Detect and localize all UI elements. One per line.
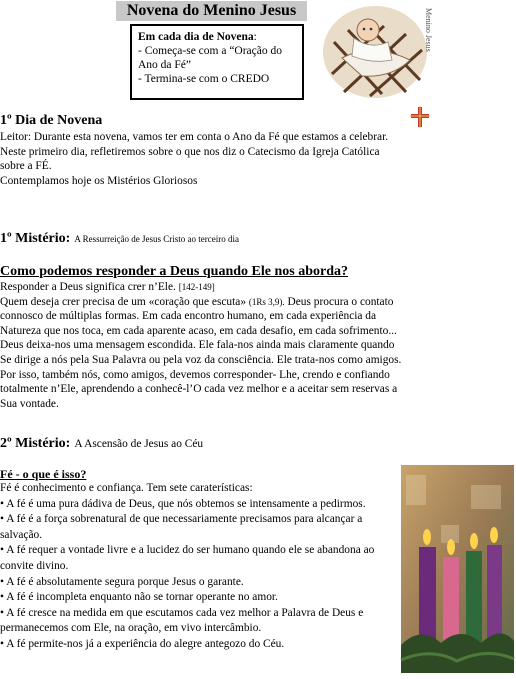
text-line: Leitor: Durante esta novena, vamos ter em conta o Ano da Fé que estamos a celebrar. <box>0 131 389 143</box>
text-line: sobre a FÉ. <box>0 160 52 173</box>
instructions-heading: Em cada dia de Novena: <box>138 31 257 43</box>
text-line: Natureza que nos toca, em cada aparente acaso, em cada desafio, em cada sofrimento... <box>0 324 397 337</box>
day-heading: 1º Dia de Novena <box>0 113 103 128</box>
list-item: • A fé permite-nos já a experiência do alegre antegozo do Céu. <box>0 637 285 650</box>
list-item: • A fé requer a vontade livre e a lucidez do ser humano quando ele se abandona ao <box>0 544 375 557</box>
mystery-label: 1º Mistério: <box>0 231 71 246</box>
page-title: Novena do Menino Jesus <box>116 1 307 21</box>
text-line: salvação. <box>0 528 43 541</box>
section-heading: Fé - o que é isso? <box>0 467 87 481</box>
mystery-1 <box>0 229 239 247</box>
instructions-line: - Termina-se com o CREDO <box>138 73 270 85</box>
text-line: convite divino. <box>0 559 69 572</box>
instructions-line: Ano da Fé” <box>138 59 192 71</box>
text-line: totalmente n’Ele, aprendendo a conhecê-l’O cada vez melhor e a aceitar sem reservas a <box>0 383 398 396</box>
section-body <box>0 280 401 411</box>
list-item: • A fé é uma pura dádiva de Deus, que nós obtemos se intensamente a pedirmos. <box>0 497 366 510</box>
text-line: Fé é conhecimento e confiança. Tem sete caraterísticas: <box>0 482 253 494</box>
list-item: • A fé é absolutamente segura porque Jesus o garante. <box>0 575 244 588</box>
text-line: Sua vontade. <box>0 397 59 410</box>
text-line: Contemplamos hoje os Mistérios Gloriosos <box>0 174 198 187</box>
text-line: Responder a Deus significa crer n’Ele. [142-149] <box>0 281 215 293</box>
instructions-box <box>130 24 304 100</box>
baby-jesus-crib-image <box>322 2 432 98</box>
text-line: Por isso, também nós, como amigos, devemos corresponder- Lhe, crendo e confiando <box>0 368 390 381</box>
text-line: connosco de múltiplas formas. Em cada encontro humano, em cada experiência da <box>0 310 377 323</box>
text-line: permanecemos com Ele, na oração, em vivo intercâmbio. <box>0 622 262 635</box>
section-heading: Como podemos responder a Deus quando Ele nos aborda? <box>0 264 348 279</box>
section-body <box>0 481 374 653</box>
day-intro <box>0 130 388 188</box>
list-item: • A fé é incompleta enquanto não se tornar operante no amor. <box>0 591 278 604</box>
advent-candles-image <box>401 465 514 673</box>
text-line: Deus deixa-nos uma mensagem escondida. Ele fala-nos ainda mais claramente quando <box>0 339 395 352</box>
list-item: • A fé é a força sobrenatural de que necessariamente precisamos para alcançar a <box>0 513 363 526</box>
mystery-label: 2º Mistério: <box>0 436 71 451</box>
text-line: Quem deseja crer precisa de um «coração que escuta» (1Rs 3,9). Deus procura o contato <box>0 295 394 308</box>
mystery-2 <box>0 434 203 452</box>
text-line: Se dirige a nós pela Sua Palavra ou pela voz da consciência. Ele trata-nos como amigos. <box>0 353 402 366</box>
instructions-line: - Começa-se com a “Oração do <box>138 45 282 57</box>
cross-icon <box>408 105 432 129</box>
mystery-text: A Ressurreição de Jesus Cristo ao terceiro dia <box>74 234 240 244</box>
list-item: • A fé cresce na medida em que escutamos cada vez melhor a Palavra de Deus e <box>0 606 364 619</box>
mystery-text: A Ascensão de Jesus ao Céu <box>74 438 204 450</box>
svg-text:Menino Jesus: Menino Jesus <box>424 8 433 52</box>
text-line: Neste primeiro dia, refletiremos sobre o que nos diz o Catecismo da Igreja Católica <box>0 145 380 158</box>
